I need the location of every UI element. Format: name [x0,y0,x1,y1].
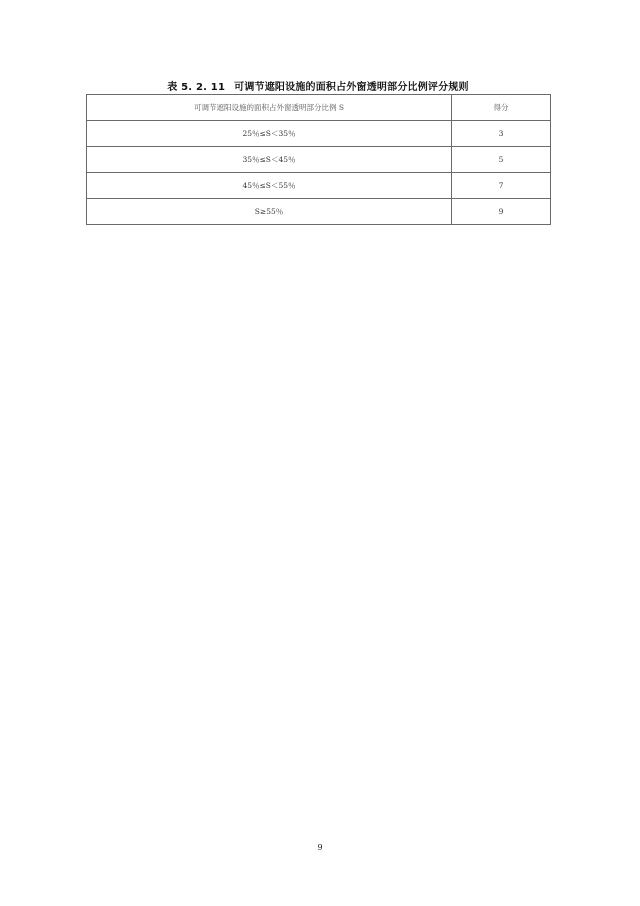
ratio-cell: 45％≤S＜55％ [87,173,452,199]
table-caption [86,78,550,93]
table-row [87,121,551,147]
score-cell: 3 [452,121,551,147]
ratio-cell: 25％≤S＜35％ [87,121,452,147]
table-caption-number: 表 5. 2. 11 [167,82,226,93]
table-header-row [87,95,551,121]
table-row [87,173,551,199]
ratio-cell: S≥55％ [87,199,452,225]
page-number: 9 [317,843,323,852]
table-caption-title: 可调节遮阳设施的面积占外窗透明部分比例评分规则 [234,82,469,93]
score-cell: 7 [452,173,551,199]
header-ratio: 可调节遮阳设施的面积占外窗透明部分比例 S [87,95,452,121]
score-cell: 9 [452,199,551,225]
scoring-rules-table [86,94,551,225]
header-score: 得分 [452,95,551,121]
score-cell: 5 [452,147,551,173]
table-row [87,147,551,173]
table-row [87,199,551,225]
ratio-cell: 35％≤S＜45％ [87,147,452,173]
